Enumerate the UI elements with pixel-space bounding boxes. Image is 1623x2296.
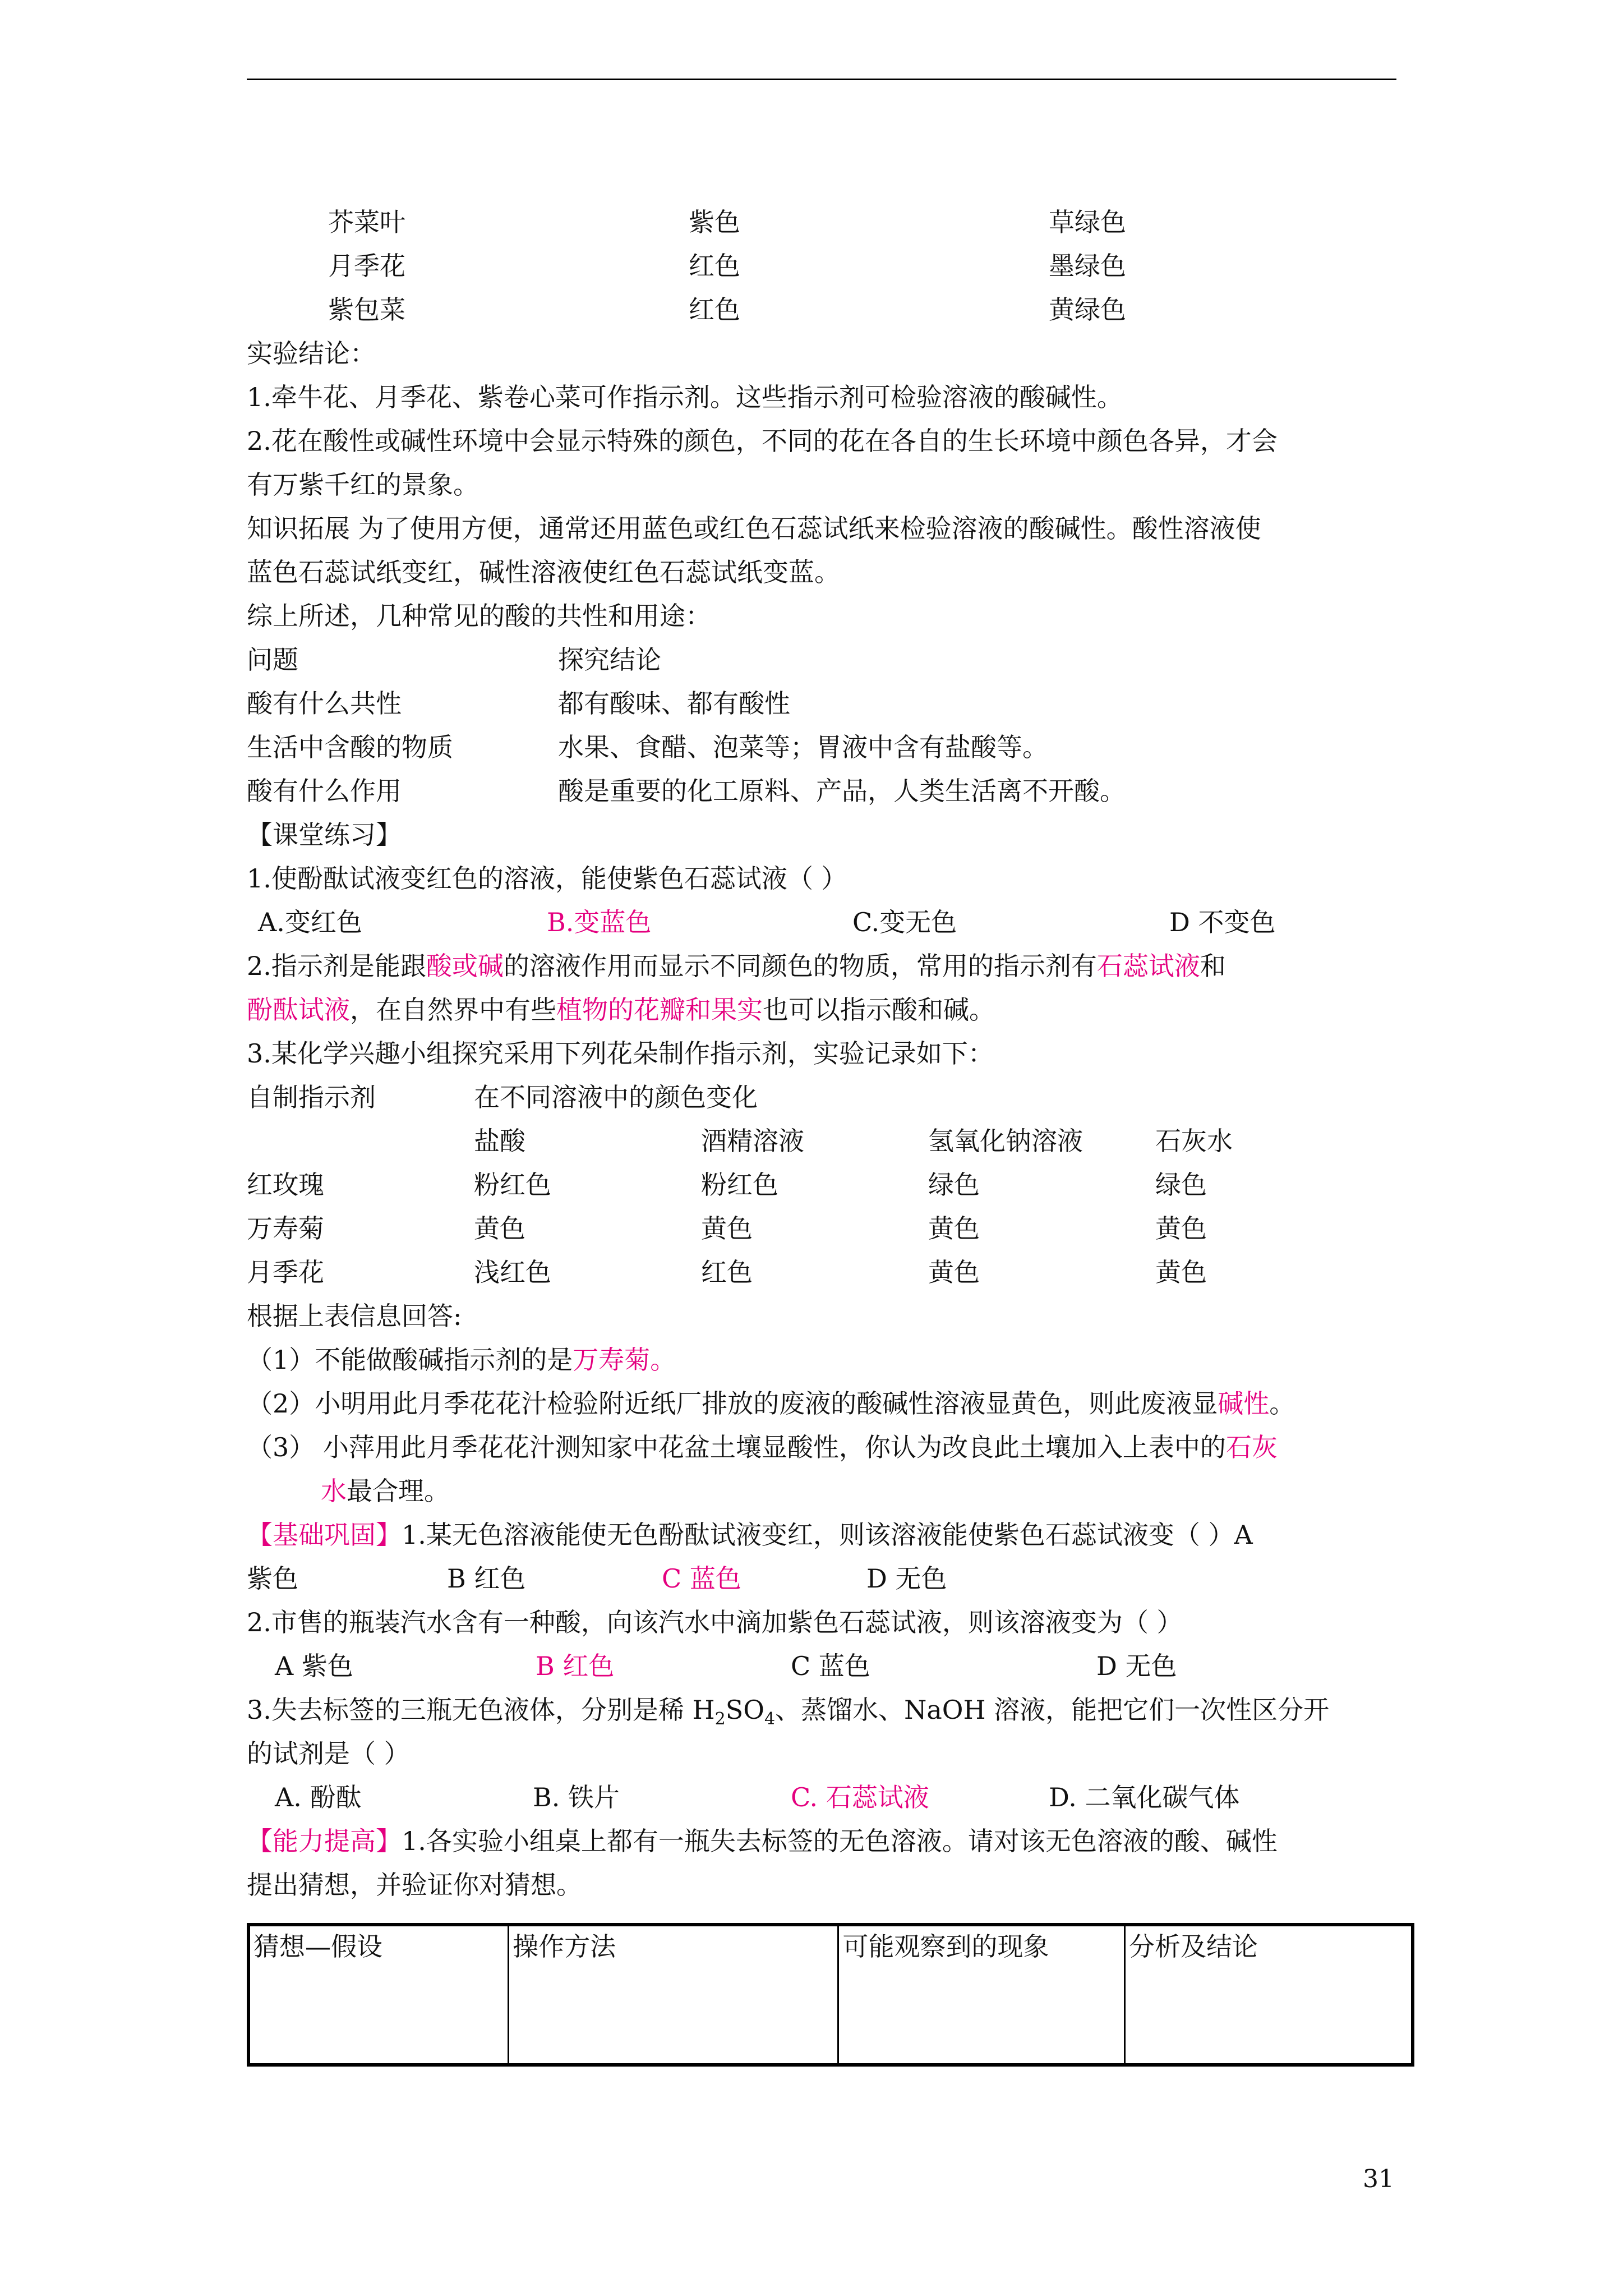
basic-question-2: 2.市售的瓶装汽水含有一种酸，向该汽水中滴加紫色石蕊试液，则该溶液变为（ ） — [247, 1607, 1183, 1637]
section-title-class-practice: 【课堂练习】 — [247, 820, 402, 850]
answer-intro: 根据上表信息回答: — [247, 1301, 462, 1331]
indicator-table-cell: 绿色 — [1155, 1170, 1207, 1200]
flower-name: 芥菜叶 — [328, 207, 405, 237]
conclusion-item: 1.牵牛花、月季花、紫卷心菜可作指示剂。这些指示剂可检验溶液的酸碱性。 — [247, 382, 1123, 412]
basic-question-3 — [247, 1693, 1329, 1736]
sub-question-3-line1 — [247, 1430, 1278, 1464]
page-number: 31 — [1363, 2165, 1394, 2193]
table-row — [248, 1925, 1413, 2065]
table-header-cell: 分析及结论 — [1124, 1925, 1413, 2065]
answer-option: B.变蓝色 — [547, 907, 652, 937]
flower-color: 红色 — [689, 295, 740, 325]
text: 1.各实验小组桌上都有一瓶失去标签的无色溶液。请对该无色溶液的酸、碱性 — [402, 1826, 1278, 1856]
hypothesis-table — [247, 1923, 1414, 2067]
acid-table-cell: 生活中含酸的物质 — [247, 732, 453, 762]
basic-question-3-line2: 的试剂是（ ） — [247, 1738, 410, 1769]
question-2-line2 — [247, 993, 995, 1027]
answer-blank: 酚酞试液 — [247, 995, 350, 1025]
text: （1）不能做酸碱指示剂的是 — [247, 1345, 573, 1375]
flower-color: 草绿色 — [1049, 207, 1126, 237]
acid-table-cell: 探究结论 — [558, 645, 661, 675]
answer-option: B 红色 — [536, 1651, 615, 1681]
question-3: 3.某化学兴趣小组探究采用下列花朵制作指示剂，实验记录如下： — [247, 1038, 994, 1069]
subscript: 4 — [764, 1709, 776, 1729]
answer-option: C. 石蕊试液 — [791, 1782, 929, 1812]
option: D. 二氧化碳气体 — [1049, 1782, 1240, 1812]
text: ，在自然界中有些 — [350, 995, 556, 1025]
indicator-table-header: 盐酸 — [474, 1126, 525, 1156]
answer-blank: 植物的花瓣和果实 — [556, 995, 763, 1025]
text: 也可以指示酸和碱。 — [763, 995, 995, 1025]
flower-color: 紫色 — [689, 207, 740, 237]
acid-table-cell: 都有酸味、都有酸性 — [558, 688, 790, 719]
option: D 无色 — [1096, 1651, 1177, 1681]
text: 最合理。 — [347, 1476, 450, 1506]
option: C.变无色 — [852, 907, 957, 937]
answer-blank: 水 — [321, 1476, 347, 1506]
flower-color: 黄绿色 — [1049, 295, 1126, 325]
indicator-table-cell: 红玫瑰 — [247, 1170, 324, 1200]
indicator-table-header: 氢氧化钠溶液 — [928, 1126, 1083, 1156]
indicator-table-header: 酒精溶液 — [701, 1126, 804, 1156]
text: 。 — [1269, 1388, 1295, 1419]
question-2-line1 — [247, 949, 1226, 983]
acid-table-cell: 问题 — [247, 645, 298, 675]
subscript: 2 — [714, 1709, 726, 1729]
answer-blank: 石蕊试液 — [1096, 951, 1200, 981]
knowledge-extension: 蓝色石蕊试纸变红，碱性溶液使红色石蕊试纸变蓝。 — [247, 557, 840, 587]
text: 的溶液作用而显示不同颜色的物质，常用的指示剂有 — [503, 951, 1097, 981]
sub-question-3-line2 — [321, 1474, 450, 1508]
indicator-table-cell: 浅红色 — [474, 1257, 551, 1287]
advanced-question-1-line2: 提出猜想，并验证你对猜想。 — [247, 1870, 582, 1900]
flower-color: 墨绿色 — [1049, 251, 1126, 281]
indicator-table-header: 在不同溶液中的颜色变化 — [474, 1082, 758, 1112]
answer-blank: 万寿菊。 — [573, 1345, 676, 1375]
indicator-table-cell: 月季花 — [247, 1257, 324, 1287]
question-1: 1.使酚酞试液变红色的溶液，能使紫色石蕊试液（ ） — [247, 863, 847, 894]
conclusion-item: 2.花在酸性或碱性环境中会显示特殊的颜色，不同的花在各自的生长环境中颜色各异，才会 — [247, 426, 1278, 456]
conclusion-item: 有万紫千红的景象。 — [247, 470, 479, 500]
flower-name: 紫包菜 — [328, 295, 405, 325]
indicator-table-cell: 粉红色 — [701, 1170, 778, 1200]
indicator-table-cell: 黄色 — [1155, 1257, 1207, 1287]
table-header-cell: 操作方法 — [509, 1925, 838, 2065]
indicator-table-header: 自制指示剂 — [247, 1082, 376, 1112]
answer-blank: 石灰 — [1225, 1432, 1278, 1462]
option: D 无色 — [866, 1563, 947, 1594]
text: （2）小明用此月季花花汁检验附近纸厂排放的废液的酸碱性溶液显黄色，则此废液显 — [247, 1388, 1218, 1419]
advanced-question-1 — [247, 1824, 1278, 1858]
option: 紫色 — [247, 1563, 298, 1594]
section-title-advanced: 【能力提高】 — [247, 1826, 402, 1856]
text: 和 — [1200, 951, 1226, 981]
answer-blank: 酸或碱 — [426, 951, 504, 981]
indicator-table-cell: 绿色 — [928, 1170, 980, 1200]
option: C 蓝色 — [791, 1651, 870, 1681]
flower-color: 红色 — [689, 251, 740, 281]
answer-option: C 蓝色 — [662, 1563, 741, 1594]
acid-table-cell: 水果、食醋、泡菜等；胃液中含有盐酸等。 — [558, 732, 1048, 762]
text: 2.指示剂是能跟 — [247, 951, 426, 981]
option: B. 铁片 — [533, 1782, 620, 1812]
knowledge-extension: 知识拓展 为了使用方便，通常还用蓝色或红色石蕊试纸来检验溶液的酸碱性。酸性溶液使 — [247, 513, 1261, 544]
section-title-basic: 【基础巩固】 — [247, 1520, 402, 1550]
indicator-table-cell: 黄色 — [701, 1213, 753, 1244]
indicator-table-cell: 黄色 — [928, 1257, 980, 1287]
sub-question-1 — [247, 1343, 676, 1377]
text: 、蒸馏水、NaOH 溶液，能把它们一次性区分开 — [775, 1695, 1330, 1725]
indicator-table-cell: 万寿菊 — [247, 1213, 324, 1244]
flower-name: 月季花 — [328, 251, 405, 281]
text: 3.失去标签的三瓶无色液体，分别是稀 H — [247, 1695, 715, 1725]
text: （3） 小萍用此月季花花汁测知家中花盆土壤显酸性，你认为改良此土壤加入上表中的 — [247, 1432, 1226, 1462]
text: 1.某无色溶液能使无色酚酞试液变红，则该溶液能使紫色石蕊试液变（ ）A — [402, 1520, 1253, 1550]
table-header-cell: 猜想—假设 — [248, 1925, 509, 2065]
text: SO — [725, 1695, 764, 1725]
indicator-table-cell: 黄色 — [1155, 1213, 1207, 1244]
table-header-cell: 可能观察到的现象 — [838, 1925, 1125, 2065]
summary-title: 综上所述，几种常见的酸的共性和用途： — [247, 601, 711, 631]
answer-blank: 碱性 — [1218, 1388, 1270, 1419]
indicator-table-cell: 粉红色 — [474, 1170, 551, 1200]
option: A 紫色 — [275, 1651, 353, 1681]
option: A.变红色 — [258, 907, 362, 937]
option: A. 酚酞 — [275, 1782, 362, 1812]
indicator-table-cell: 黄色 — [474, 1213, 525, 1244]
option: D 不变色 — [1169, 907, 1276, 937]
conclusion-title: 实验结论： — [247, 338, 376, 369]
acid-table-cell: 酸是重要的化工原料、产品，人类生活离不开酸。 — [558, 776, 1126, 806]
header-rule — [247, 79, 1396, 80]
acid-table-cell: 酸有什么共性 — [247, 688, 402, 719]
basic-question-1 — [247, 1518, 1253, 1552]
indicator-table-header: 石灰水 — [1155, 1126, 1233, 1156]
sub-question-2 — [247, 1387, 1295, 1420]
indicator-table-cell: 红色 — [701, 1257, 753, 1287]
indicator-table-cell: 黄色 — [928, 1213, 980, 1244]
acid-table-cell: 酸有什么作用 — [247, 776, 402, 806]
option: B 红色 — [447, 1563, 526, 1594]
